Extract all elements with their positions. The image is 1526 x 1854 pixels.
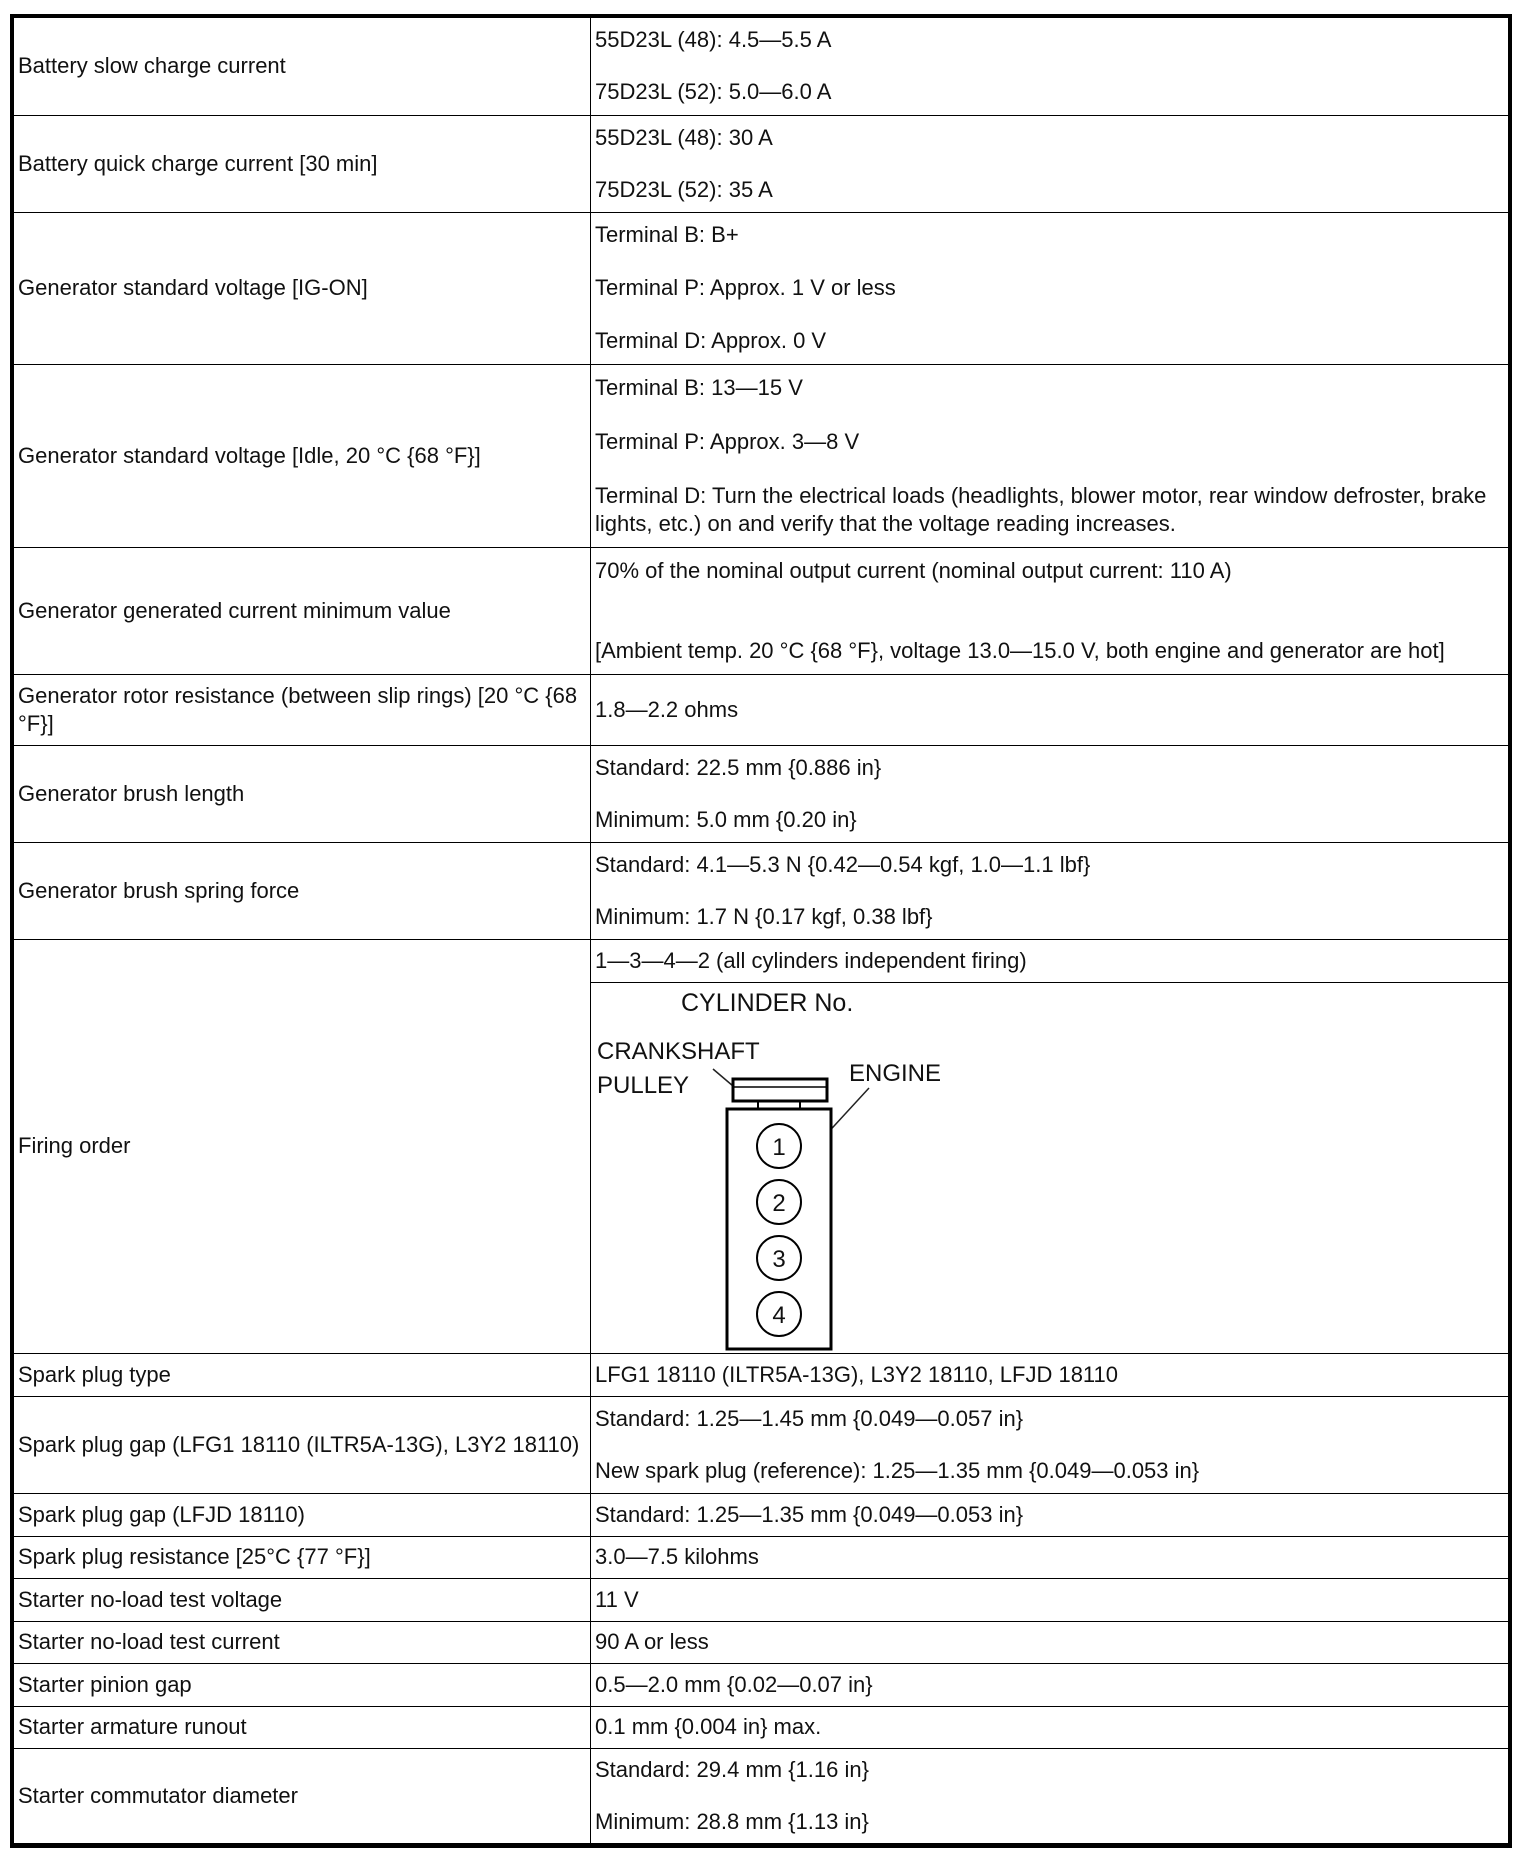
- spec-label: Generator standard voltage [IG-ON]: [14, 212, 591, 364]
- spec-label: Battery quick charge current [30 min]: [14, 115, 591, 212]
- diagram-title: CYLINDER No.: [681, 988, 854, 1017]
- spec-value: 0.5—2.0 mm {0.02—0.07 in}: [591, 1663, 1509, 1706]
- spec-value: [591, 18, 1509, 115]
- table-row: [14, 745, 1508, 842]
- spec-label: Firing order: [14, 939, 591, 1353]
- firing-order-diagram-cell: [591, 982, 1509, 1353]
- pulley-label-line2: PULLEY: [597, 1071, 690, 1099]
- spec-value-line: Terminal B: 13—15 V: [595, 374, 803, 400]
- table-row: [14, 18, 1508, 115]
- table-row: [14, 1493, 1508, 1536]
- spec-value-line: Terminal P: Approx. 3—8 V: [595, 428, 860, 454]
- spec-label: Battery slow charge current: [14, 18, 591, 115]
- spec-value: [591, 842, 1509, 939]
- engine-label: ENGINE: [849, 1059, 942, 1087]
- spec-value-line: Standard: 4.1—5.3 N {0.42—0.54 kgf, 1.0—1.1 lbf}: [595, 851, 1091, 877]
- table-row: [14, 1748, 1508, 1843]
- table-row: [14, 115, 1508, 212]
- svg-text:3: 3: [772, 1245, 786, 1273]
- spec-label: Spark plug resistance [25°C {77 °F}]: [14, 1536, 591, 1578]
- spec-value-line: 75D23L (52): 5.0—6.0 A: [595, 79, 832, 105]
- spec-value: [591, 1396, 1509, 1493]
- spec-value: 3.0—7.5 kilohms: [591, 1536, 1509, 1578]
- spec-value-line: Minimum: 28.8 mm {1.13 in}: [595, 1808, 869, 1834]
- spec-value-line: Terminal B: B+: [595, 222, 739, 247]
- spec-value: [591, 364, 1509, 547]
- spec-value: 1.8—2.2 ohms: [591, 674, 1509, 745]
- spec-value-line: Standard: 29.4 mm {1.16 in}: [595, 1756, 869, 1782]
- spec-value-line: 55D23L (48): 4.5—5.5 A: [595, 27, 832, 53]
- spec-value: [591, 1748, 1509, 1843]
- spec-label: Starter no-load test current: [14, 1621, 591, 1663]
- specifications-table: [10, 14, 1512, 1848]
- spec-label: Spark plug type: [14, 1353, 591, 1396]
- spec-label: Starter no-load test voltage: [14, 1578, 591, 1621]
- spec-value: 1—3—4—2 (all cylinders independent firing): [591, 939, 1509, 982]
- spec-value-line: Standard: 22.5 mm {0.886 in}: [595, 754, 882, 780]
- spec-label: Generator generated current minimum value: [14, 547, 591, 674]
- spec-value-line: Standard: 1.25—1.45 mm {0.049—0.057 in}: [595, 1405, 1024, 1431]
- spec-value-line: Minimum: 1.7 N {0.17 kgf, 0.38 lbf}: [595, 903, 933, 929]
- svg-text:4: 4: [772, 1301, 786, 1329]
- spec-label: Starter commutator diameter: [14, 1748, 591, 1843]
- crankshaft-pulley-icon: [733, 1079, 827, 1109]
- spec-label: Starter armature runout: [14, 1706, 591, 1748]
- spec-label: Generator brush length: [14, 745, 591, 842]
- pulley-leader-line: [713, 1069, 733, 1086]
- table-row: [14, 1396, 1508, 1493]
- table-row: [14, 674, 1508, 745]
- spec-value: [591, 115, 1509, 212]
- spec-value: 0.1 mm {0.004 in} max.: [591, 1706, 1509, 1748]
- spec-value: [591, 547, 1509, 674]
- spec-value: 11 V: [591, 1578, 1509, 1621]
- table-row: [14, 939, 1508, 982]
- spec-label: Generator standard voltage [Idle, 20 °C {68 °F}]: [14, 364, 591, 547]
- pulley-label-line1: CRANKSHAFT: [597, 1037, 760, 1065]
- spec-value-line: 55D23L (48): 30 A: [595, 124, 773, 150]
- spec-value: [591, 212, 1509, 364]
- table-row: [14, 1663, 1508, 1706]
- table-row: [14, 1536, 1508, 1578]
- table-row: [14, 1578, 1508, 1621]
- spec-value: Standard: 1.25—1.35 mm {0.049—0.053 in}: [591, 1493, 1509, 1536]
- table-row: [14, 1706, 1508, 1748]
- table-row: [14, 364, 1508, 547]
- table-row: [14, 212, 1508, 364]
- firing-order-diagram: [591, 983, 1011, 1353]
- spec-value-line: 75D23L (52): 35 A: [595, 176, 773, 202]
- spec-value-line: New spark plug (reference): 1.25—1.35 mm {0.049—0.053 in}: [595, 1457, 1200, 1483]
- spec-label: Spark plug gap (LFG1 18110 (ILTR5A-13G), L3Y2 18110): [14, 1396, 591, 1493]
- spec-value: [591, 745, 1509, 842]
- spec-label: Generator brush spring force: [14, 842, 591, 939]
- spec-label: Spark plug gap (LFJD 18110): [14, 1493, 591, 1536]
- spec-value-line: [Ambient temp. 20 °C {68 °F}, voltage 13.0—15.0 V, both engine and generator are hot]: [595, 637, 1445, 663]
- spec-value: LFG1 18110 (ILTR5A-13G), L3Y2 18110, LFJD 18110: [591, 1353, 1509, 1396]
- svg-text:2: 2: [772, 1189, 786, 1217]
- table-row: [14, 1353, 1508, 1396]
- spec-value-line: 70% of the nominal output current (nominal output current: 110 A): [595, 557, 1232, 583]
- table-row: [14, 842, 1508, 939]
- table-row: [14, 1621, 1508, 1663]
- spec-label: Generator rotor resistance (between slip rings) [20 °C {68 °F}]: [14, 674, 591, 745]
- spec-value: 90 A or less: [591, 1621, 1509, 1663]
- spec-value-line: Terminal D: Approx. 0 V: [595, 328, 827, 353]
- spec-value-line: Terminal P: Approx. 1 V or less: [595, 275, 896, 300]
- table-row: [14, 547, 1508, 674]
- spec-value-line: Terminal D: Turn the electrical loads (headlights, blower motor, rear window defroster, brake lights, etc.) on and verify that the voltage reading increases.: [595, 482, 1487, 536]
- svg-text:1: 1: [772, 1133, 786, 1161]
- spec-label: Starter pinion gap: [14, 1663, 591, 1706]
- spec-value-line: Minimum: 5.0 mm {0.20 in}: [595, 806, 857, 832]
